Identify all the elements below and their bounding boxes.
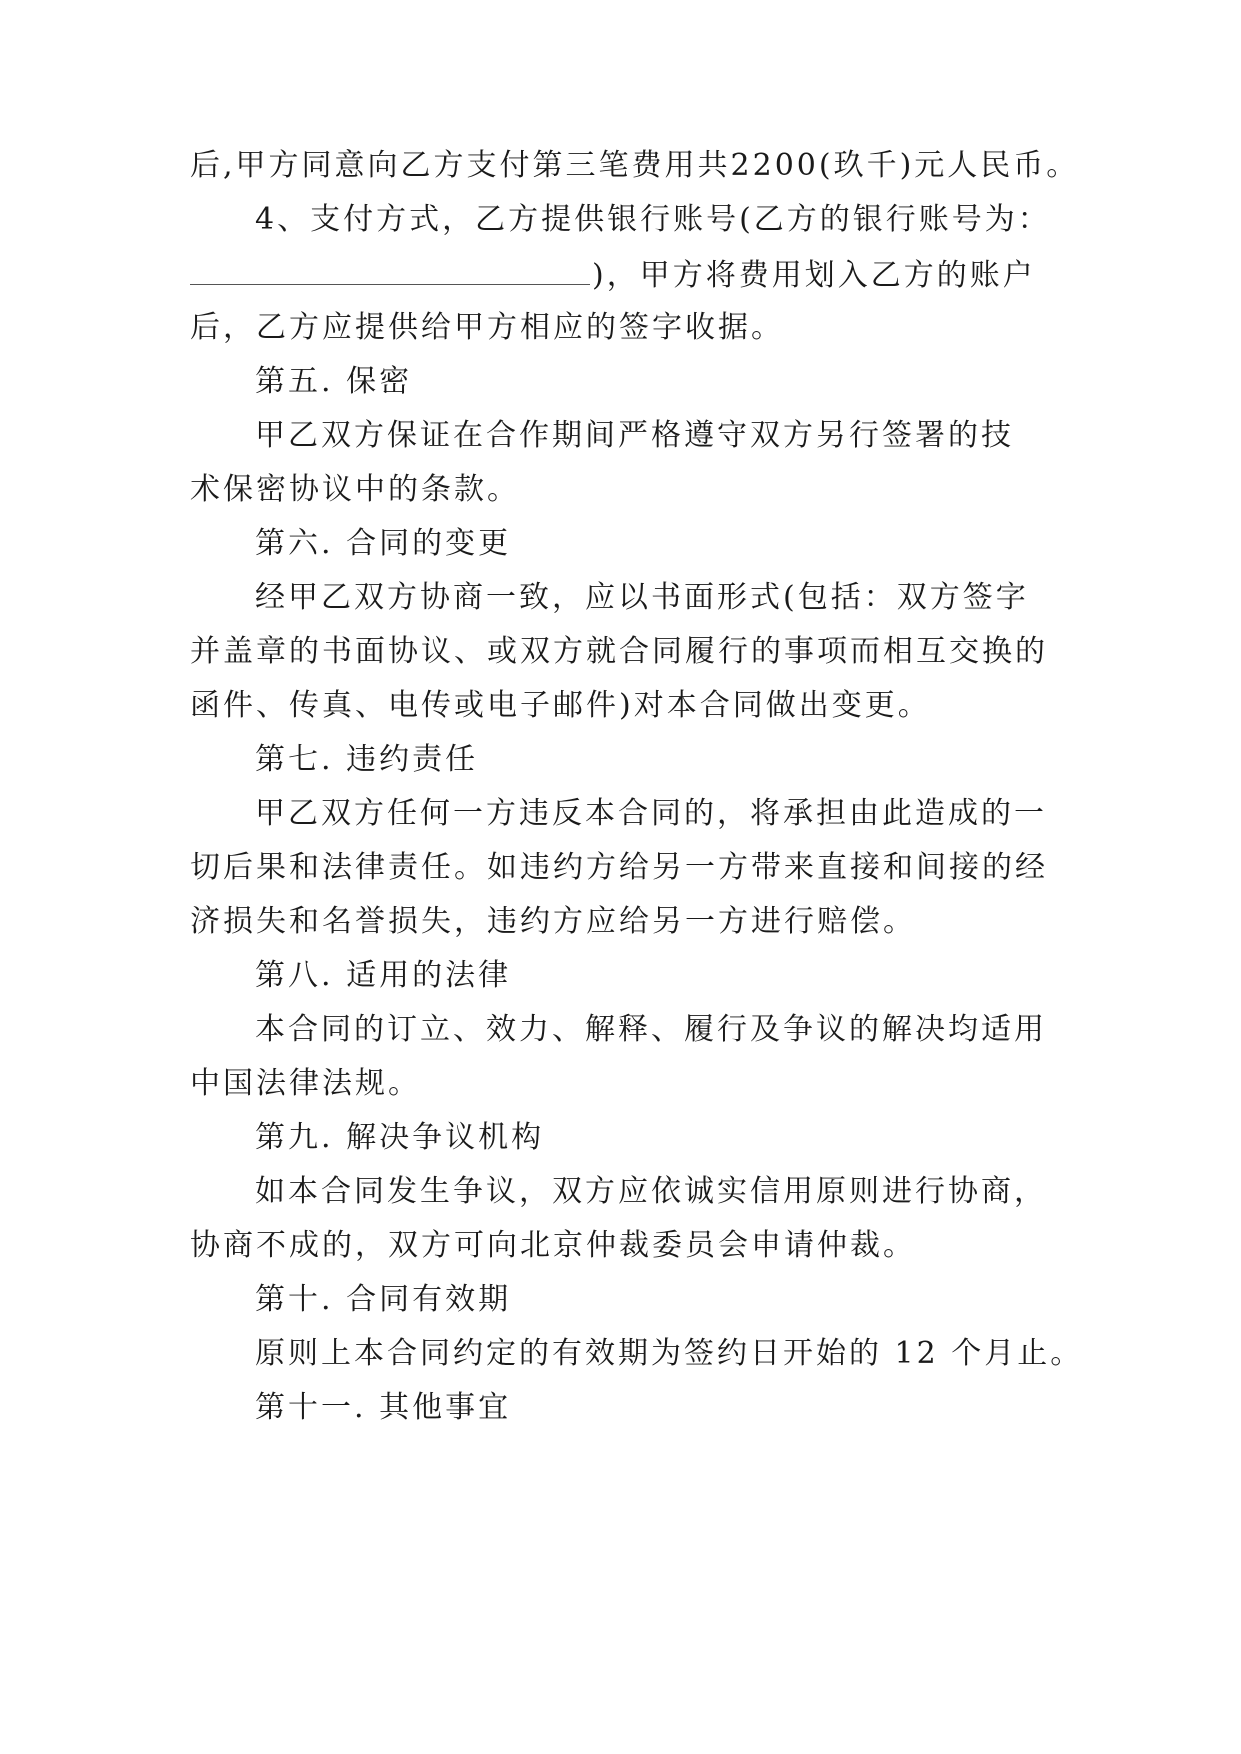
section-heading: 第六. 合同的变更 [255, 526, 512, 561]
paragraph-line: 原则上本合同约定的有效期为签约日开始的 12 个月止。 [255, 1336, 1084, 1371]
paragraph-line: 本合同的订立、效力、解释、履行及争议的解决均适用 [255, 1012, 1047, 1047]
paragraph-line: 协商不成的，双方可向北京仲裁委员会申请仲裁。 [190, 1228, 916, 1263]
paragraph-line: 中国法律法规。 [190, 1066, 421, 1101]
paragraph-line: 济损失和名誉损失，违约方应给另一方进行赔偿。 [190, 904, 916, 939]
paragraph-line: 经甲乙双方协商一致，应以书面形式(包括：双方签字 [255, 580, 1029, 615]
paragraph-line: 并盖章的书面协议、或双方就合同履行的事项而相互交换的 [190, 634, 1048, 669]
paragraph-line-with-blank [190, 252, 1090, 296]
section-heading: 第八. 适用的法律 [255, 958, 512, 993]
paragraph-line: 后，乙方应提供给甲方相应的签字收据。 [190, 310, 784, 345]
section-heading: 第九. 解决争议机构 [255, 1120, 545, 1155]
section-heading: 第十一. 其他事宜 [255, 1390, 512, 1425]
paragraph-line: 甲乙双方任何一方违反本合同的，将承担由此造成的一 [255, 796, 1047, 831]
paragraph-line: 4、支付方式，乙方提供银行账号(乙方的银行账号为： [255, 202, 1051, 237]
paragraph-line: 后,甲方同意向乙方支付第三笔费用共2200(玖千)元人民币。 [190, 148, 1080, 183]
paragraph-line: 甲乙双方保证在合作期间严格遵守双方另行签署的技 [255, 418, 1014, 453]
paragraph-line: 切后果和法律责任。如违约方给另一方带来直接和间接的经 [190, 850, 1048, 885]
bank-account-blank [190, 252, 590, 285]
section-heading: 第五. 保密 [255, 364, 413, 399]
paragraph-line: 函件、传真、电传或电子邮件)对本合同做出变更。 [190, 688, 931, 723]
paragraph-line: 如本合同发生争议，双方应依诚实信用原则进行协商， [255, 1174, 1047, 1209]
paragraph-line: 术保密协议中的条款。 [190, 472, 520, 507]
section-heading: 第七. 违约责任 [255, 742, 479, 777]
paragraph-line-text: )，甲方将费用划入乙方的账户 [592, 258, 1036, 293]
section-heading: 第十. 合同有效期 [255, 1282, 512, 1317]
